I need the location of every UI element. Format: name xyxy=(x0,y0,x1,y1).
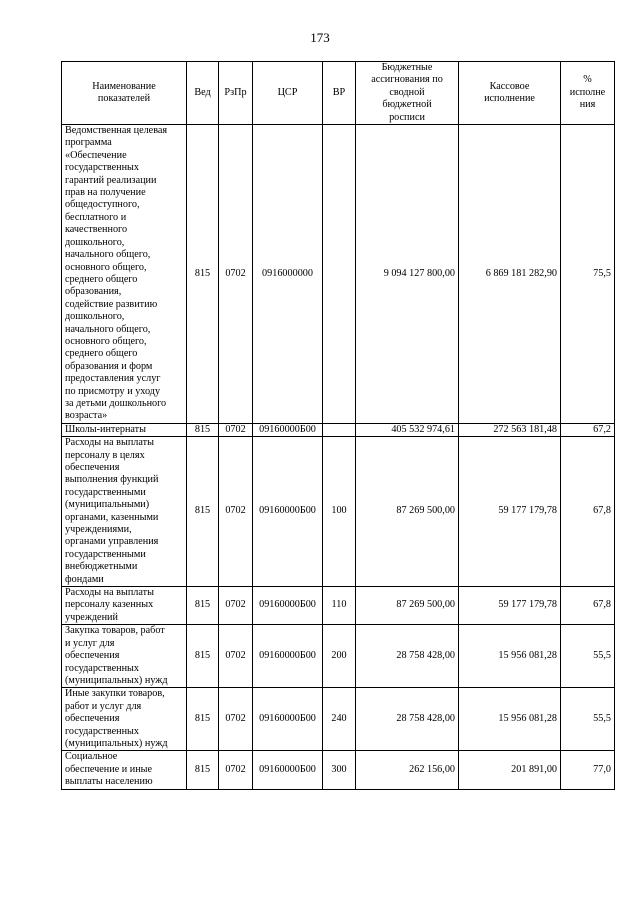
row-percent: 55,5 xyxy=(561,625,615,688)
header-vr: ВР xyxy=(323,62,356,125)
budget-execution-table xyxy=(61,61,615,790)
row-name: Ведомственная целевая программа «Обеспечение государственных гарантий реализации прав на получение общедоступного, бесплатного и качественного дошкольного, начального общего, основного общего, среднего общего образования, содействие развитию дошкольного, начального общего, основного общего, среднего общего образования и форм предоставления услуг по присмотру и уходу за детьми дошкольного возраста» xyxy=(62,125,187,424)
row-name: Закупка товаров, работ и услуг для обеспечения государственных (муниципальных) нужд xyxy=(62,625,187,688)
table-row xyxy=(62,125,615,424)
row-rzpr: 0702 xyxy=(219,751,253,789)
table-row xyxy=(62,688,615,751)
row-cash: 59 177 179,78 xyxy=(459,587,561,625)
row-assignments: 87 269 500,00 xyxy=(356,437,459,587)
row-assignments: 9 094 127 800,00 xyxy=(356,125,459,424)
row-csr: 09160000Б00 xyxy=(253,688,323,751)
row-cash: 6 869 181 282,90 xyxy=(459,125,561,424)
header-cash: Кассовое исполнение xyxy=(459,62,561,125)
row-vr: 300 xyxy=(323,751,356,789)
row-assignments: 87 269 500,00 xyxy=(356,587,459,625)
page-number: 173 xyxy=(310,30,330,45)
row-cash: 201 891,00 xyxy=(459,751,561,789)
row-ved: 815 xyxy=(187,437,219,587)
row-rzpr: 0702 xyxy=(219,625,253,688)
row-csr: 09160000Б00 xyxy=(253,423,323,436)
row-rzpr: 0702 xyxy=(219,437,253,587)
table-row xyxy=(62,437,615,587)
row-csr: 0916000000 xyxy=(253,125,323,424)
row-csr: 09160000Б00 xyxy=(253,437,323,587)
row-csr: 09160000Б00 xyxy=(253,587,323,625)
row-vr xyxy=(323,125,356,424)
table-row xyxy=(62,751,615,789)
row-name: Иные закупки товаров, работ и услуг для обеспечения государственных (муниципальных) нужд xyxy=(62,688,187,751)
row-rzpr: 0702 xyxy=(219,587,253,625)
row-vr: 100 xyxy=(323,437,356,587)
row-cash: 15 956 081,28 xyxy=(459,688,561,751)
row-name: Расходы на выплаты персоналу казенных учреждений xyxy=(62,587,187,625)
row-ved: 815 xyxy=(187,625,219,688)
row-ved: 815 xyxy=(187,587,219,625)
row-assignments: 28 758 428,00 xyxy=(356,625,459,688)
row-vr xyxy=(323,423,356,436)
row-percent: 67,2 xyxy=(561,423,615,436)
row-rzpr: 0702 xyxy=(219,125,253,424)
table-row xyxy=(62,625,615,688)
row-vr: 110 xyxy=(323,587,356,625)
row-percent: 77,0 xyxy=(561,751,615,789)
row-ved: 815 xyxy=(187,751,219,789)
row-rzpr: 0702 xyxy=(219,423,253,436)
header-ved: Вед xyxy=(187,62,219,125)
row-assignments: 405 532 974,61 xyxy=(356,423,459,436)
header-rzpr: РзПр xyxy=(219,62,253,125)
row-name: Школы-интернаты xyxy=(62,423,187,436)
row-cash: 59 177 179,78 xyxy=(459,437,561,587)
row-csr: 09160000Б00 xyxy=(253,625,323,688)
row-percent: 67,8 xyxy=(561,587,615,625)
row-ved: 815 xyxy=(187,688,219,751)
row-assignments: 262 156,00 xyxy=(356,751,459,789)
table-row xyxy=(62,587,615,625)
row-percent: 75,5 xyxy=(561,125,615,424)
row-csr: 09160000Б00 xyxy=(253,751,323,789)
row-cash: 15 956 081,28 xyxy=(459,625,561,688)
row-percent: 55,5 xyxy=(561,688,615,751)
row-cash: 272 563 181,48 xyxy=(459,423,561,436)
header-percent: % исполне ния xyxy=(561,62,615,125)
header-name: Наименование показателей xyxy=(62,62,187,125)
row-percent: 67,8 xyxy=(561,437,615,587)
header-assignments: Бюджетные ассигнования по сводной бюджетной росписи xyxy=(356,62,459,125)
table-header-row xyxy=(62,62,615,125)
row-vr: 200 xyxy=(323,625,356,688)
header-csr: ЦСР xyxy=(253,62,323,125)
row-name: Расходы на выплаты персоналу в целях обеспечения выполнения функций государственными (муниципальными) органами, казенными учреждениями, органами управления государственными внебюджетными фондами xyxy=(62,437,187,587)
row-ved: 815 xyxy=(187,125,219,424)
table-row xyxy=(62,423,615,436)
row-name: Социальное обеспечение и иные выплаты населению xyxy=(62,751,187,789)
row-vr: 240 xyxy=(323,688,356,751)
row-assignments: 28 758 428,00 xyxy=(356,688,459,751)
row-rzpr: 0702 xyxy=(219,688,253,751)
row-ved: 815 xyxy=(187,423,219,436)
